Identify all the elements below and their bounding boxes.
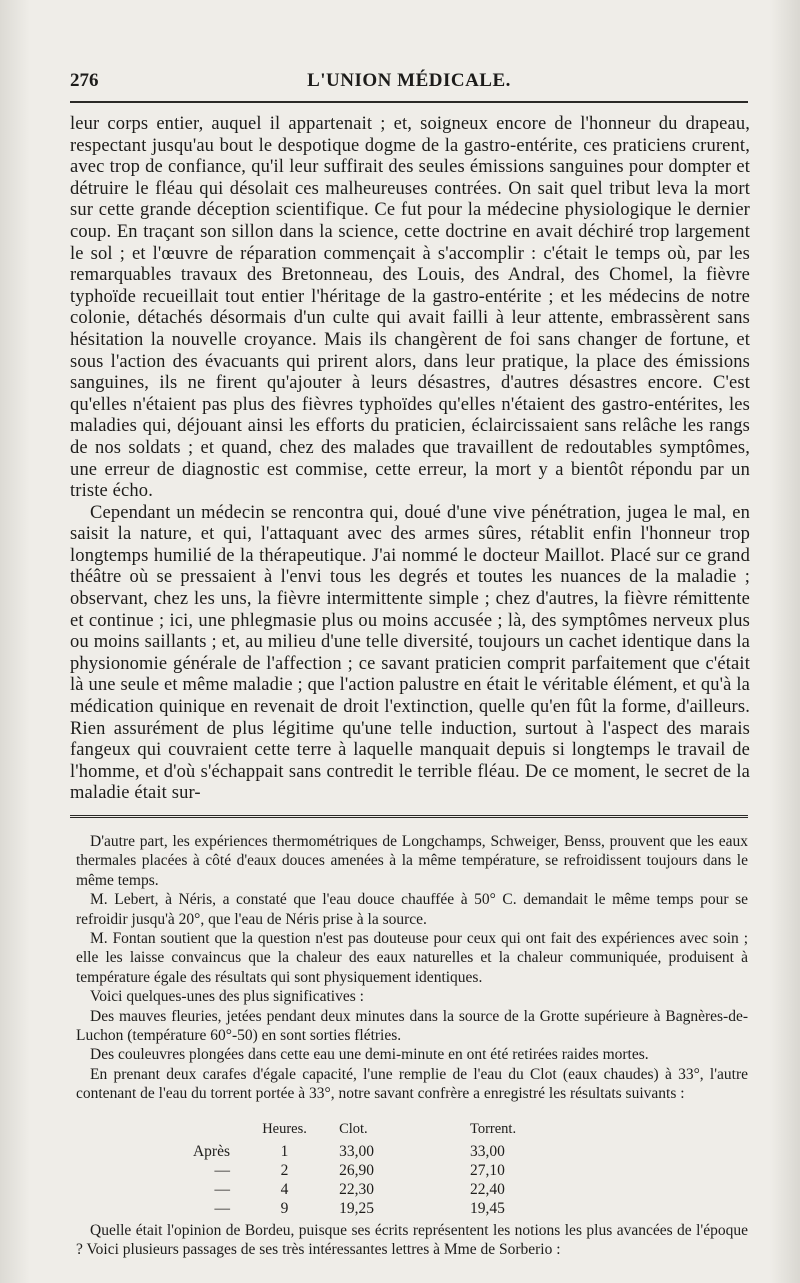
- note-paragraph: Voici quelques-unes des plus significatives :: [90, 988, 364, 1006]
- footnotes: [76, 832, 748, 1104]
- table-row: [170, 1180, 590, 1199]
- page-header: [70, 70, 748, 98]
- main-text: [70, 114, 750, 805]
- table-header: Clot.: [339, 1121, 368, 1137]
- table-row: [170, 1142, 590, 1161]
- paragraph: leur corps entier, auquel il appartenait ; et, soigneux encore de l'honneur du drapeau, respectant jusqu'au bout le despotique dogme de la gastro-entérite, ces praticiens crurent, avec trop de confiance, qu'il leur suffirait des seules émissions sanguines pour dompter et détruire le fléau qui désolait ces malheureuses contrées. On sait quel tribut leva la mort sur cette grande déception scientifique. Ce fut pour la médecine physiologique le dernier coup. En traçant son sillon dans la science, cette doctrine en avait déchiré trop largement le sol ; et l'œuvre de réparation commençait à s'accomplir : c'était le temps où, par les remarquables travaux des Bretonneau, des Louis, des Andral, des Chomel, la fièvre typhoïde recueillait tout entier l'héritage de la gastro-entérite ; et les médecins de notre colonie, détachés désormais d'un culte qui avait failli à leur attente, embrassèrent sans hésitation la nouvelle croyance. Mais ils changèrent de foi sans changer de fortune, et sous l'action des évacuants qui prirent alors, dans leur pratique, la place des émissions sanguines, ils ne firent qu'ajouter à leurs désastres, d'autres désastres encore. C'est qu'elles n'étaient pas plus des fièvres typhoïdes qu'elles n'étaient des gastro-entérites, les maladies qui, déjouant ainsi les efforts du praticien, éclaircissaient sans relâche les rangs de nos soldats ; et quand, chez des malades que travaillent de redoutables symptômes, une erreur de diagnostic est commise, cette erreur, la mort y a bientôt répondu par un triste écho.: [70, 114, 750, 502]
- table-cell: 22,40: [469, 1181, 505, 1198]
- closing-paragraph: [76, 1221, 748, 1260]
- results-table: [170, 1120, 590, 1218]
- table-row: [170, 1161, 590, 1180]
- table-cell: 19,45: [469, 1200, 505, 1217]
- footnote-rule: [70, 815, 748, 818]
- table-cell: 4: [280, 1181, 289, 1198]
- table-cell: 27,10: [469, 1162, 505, 1179]
- table-cell: 33,00: [469, 1143, 505, 1160]
- note-paragraph: M. Lebert, à Néris, a constaté que l'eau douce chauffée à 50° C. demandait le même temps pour se refroidir jusqu'à 20°, que l'eau de Néris prise à la source.: [76, 891, 748, 928]
- running-title: L'UNION MÉDICALE.: [307, 70, 511, 91]
- page-number: 276: [70, 70, 99, 91]
- table-cell: 19,25: [339, 1200, 374, 1217]
- table-cell: 33,00: [339, 1143, 374, 1160]
- table-header: [170, 1120, 230, 1142]
- paragraph: Cependant un médecin se rencontra qui, doué d'une vive pénétration, jugea le mal, en saisit la nature, et qui, l'attaquant avec des armes sûres, rétablit enfin l'honneur trop longtemps humilié de la thérapeutique. J'ai nommé le docteur Maillot. Placé sur ce grand théâtre où se pressaient à l'envi tous les degrés et toutes les nuances de la maladie ; observant, chez les uns, la fièvre intermittente simple ; chez d'autres, la fièvre rémittente et continue ; ici, une phlegmasie plus ou moins accusée ; là, des symptômes nerveux plus ou moins saillants ; et, au milieu d'une telle diversité, toujours un cachet identique dans la physionomie générale de l'affection ; ce savant praticien comprit parfaitement que c'était là une seule et même maladie ; que l'action palustre en était le véritable élément, et qu'à la médication quinique en revenait de droit l'extinction, quelle qu'en fût la forme, d'ailleurs. Rien assurément de plus légitime qu'une telle induction, surtout à l'aspect des marais fangeux qui couvraient cette terre à laquelle manquait depuis si longtemps le travail de l'homme, et d'où s'échappait sans contredit le terrible fléau. De ce moment, le secret de la maladie était sur-: [70, 502, 750, 804]
- table-cell: 2: [280, 1162, 289, 1179]
- table-row: [170, 1199, 590, 1218]
- header-rule: [70, 101, 748, 103]
- table-header: Heures.: [262, 1121, 307, 1137]
- table-cell: 1: [280, 1143, 289, 1160]
- note-paragraph: M. Fontan soutient que la question n'est pas douteuse pour ceux qui ont fait des expériences avec soin ; elle les laisse convaincus que la chaleur des eaux naturelles et la chaleur communiquée, produisent à température égale des résultats qui sont physiquement identiques.: [76, 930, 748, 986]
- table-cell: —: [214, 1181, 230, 1198]
- table-cell: 26,90: [339, 1162, 374, 1179]
- table-header: Torrent.: [469, 1121, 517, 1137]
- note-paragraph: Quelle était l'opinion de Bordeu, puisque ses écrits représentent les notions les plus avancées de l'époque ? Voici plusieurs passages de ses très intéressantes lettres à Mme de Sorberio :: [76, 1222, 748, 1259]
- table-cell: 22,30: [339, 1181, 374, 1198]
- note-paragraph: Des couleuvres plongées dans cette eau une demi-minute en ont été retirées raides mortes.: [90, 1046, 649, 1064]
- table-header-row: [170, 1120, 590, 1142]
- table-cell: —: [214, 1162, 230, 1179]
- note-paragraph: D'autre part, les expériences thermométriques de Longchamps, Schweiger, Benss, prouvent que les eaux thermales placées à côté d'eaux douces amenées à la même température, se refroidissent toujours dans le même temps.: [76, 833, 748, 889]
- note-paragraph: En prenant deux carafes d'égale capacité, l'une remplie de l'eau du Clot (eaux chaudes) à 33°, l'autre contenant de l'eau du torrent portée à 33°, notre savant confrère a enregistré les résultats suivants :: [76, 1065, 748, 1103]
- note-paragraph: Des mauves fleuries, jetées pendant deux minutes dans la source de la Grotte supérieure à Bagnères-de-Luchon (température 60°-50) en sont sorties flétries.: [76, 1007, 748, 1045]
- table-cell: 9: [280, 1200, 289, 1217]
- table-cell: Après: [192, 1143, 230, 1160]
- table-cell: —: [214, 1200, 230, 1217]
